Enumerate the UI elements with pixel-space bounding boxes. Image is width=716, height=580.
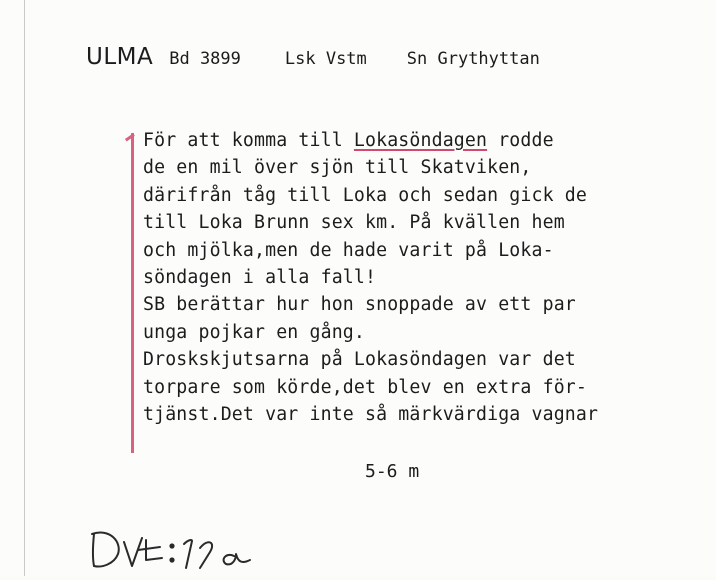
margin-mark (131, 133, 134, 453)
body-line: till Loka Brunn sex km. På kvällen hem (143, 212, 565, 234)
body-line: de en mil över sjön till Skatviken, (143, 157, 532, 179)
body-line: därifrån tåg till Loka och sedan gick de (143, 184, 587, 206)
card-body-text (143, 127, 716, 428)
body-line-1-end: rodde (487, 130, 554, 151)
district-abbrev: Lsk Vstm (284, 49, 367, 69)
body-line-1-start: För att komma till (143, 130, 354, 151)
underlined-term: Lokasöndagen (353, 130, 488, 151)
body-line: unga pojkar en gång. (143, 321, 365, 343)
body-line: SB berättar hur hon snoppade av ett par (143, 294, 576, 316)
handwritten-signature (88, 522, 268, 580)
card-header (86, 44, 540, 74)
card-left-rule (24, 0, 25, 576)
body-line: söndagen i alla fall! (143, 266, 377, 288)
page-range: 5-6 m (365, 461, 420, 482)
parish-name: Sn Grythyttan (406, 49, 540, 69)
volume-number: Bd 3899 (169, 49, 241, 69)
body-line: och mjölka,men de hade varit på Loka- (143, 239, 554, 261)
body-line: tjänst.Det var inte så märkvärdiga vagnar (143, 403, 599, 425)
archive-label: ULMA (86, 44, 154, 70)
handwritten-signature-drawing (88, 522, 268, 576)
body-line-1 (143, 127, 716, 154)
body-line: Droskskjutsarna på Lokasöndagen var det (143, 349, 576, 371)
body-line: torpare som körde,det blev en extra för- (143, 376, 587, 398)
